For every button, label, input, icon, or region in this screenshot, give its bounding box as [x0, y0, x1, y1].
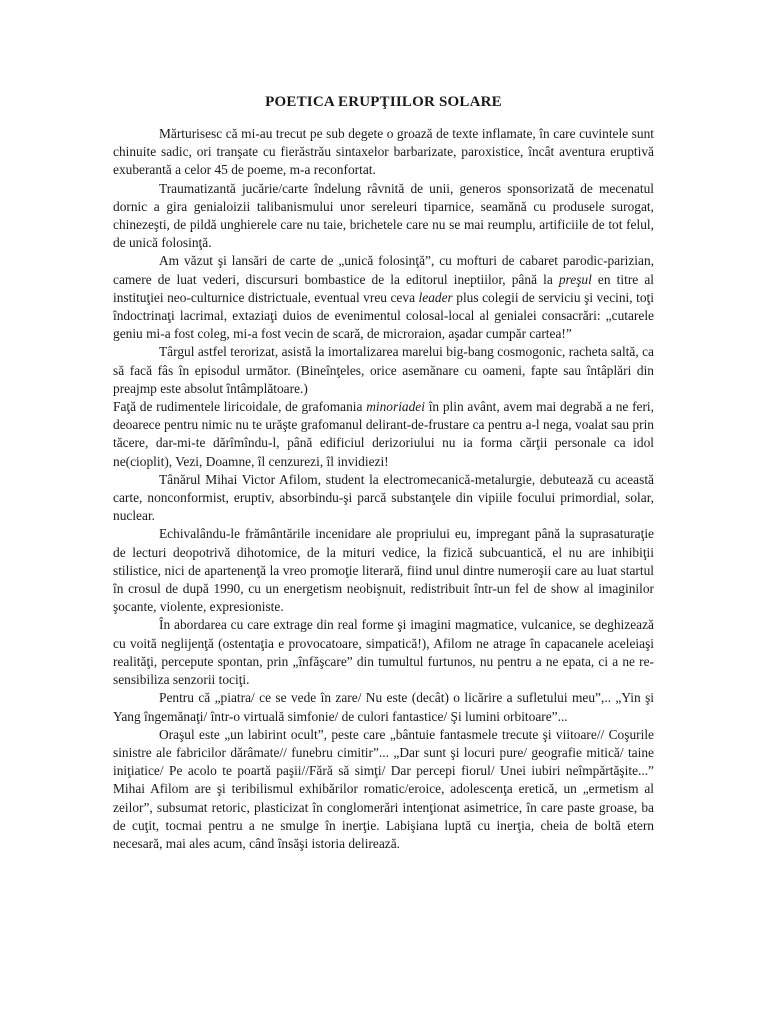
text-run: Am văzut şi lansări de carte de „unică folosinţă”, cu mofturi de cabaret parodic-parizian, camere de luat vederi, discursuri bombastice de la editorul ineptiilor, până la — [113, 253, 654, 287]
text-run: Pentru că „piatra/ ce se vede în zare/ Nu este (decât) o licărire a sufletului meu”,.. „Yin şi Yang îngemănaţi/ într-o virtuală simfonie/ de culori fantastice/ Şi lumini orbitoare”... — [113, 690, 654, 724]
paragraph — [113, 471, 654, 526]
text-run: Traumatizantă jucărie/carte îndelung râvnită de unii, generos sponsorizată de mecenatul dornic a gira genialoizii talibanismului unor sereleuri tiparnice, seamănă cu produsele surogat, chinezeşti, de pildă unghierele care nu taie, brichetele care nu se mai reumplu, artificiile de tot felul, de unică folosinţă. — [113, 180, 654, 251]
text-run: Târgul astfel terorizat, asistă la imortalizarea marelui big-bang cosmogonic, racheta saltă, ca să facă fâs în episodul următor. (Bineînţeles, orice asemănare cu oameni, fapte sau întâplări din preajmp este absolut întâmplătoare.) — [113, 344, 654, 396]
italic-text-run: minoriadei — [366, 399, 425, 415]
italic-text-run: preşul — [558, 271, 592, 287]
text-run: Faţă de rudimentele liricoidale, de grafomania — [113, 399, 367, 415]
text-run: în plin avânt, avem mai degrabă a ne feri, deoarece pentru nimic nu te urăşte grafomanul delirant-de-frustare ca pentru a-l nega, voalat sau prin tăcere, dar-mi-te dărîmîndu-l, până edificiul derizoriului nu ia forma cărţii personale ca idol ne(cioplit), Vezi, Doamne, îl cenzurezi, îl invidiezi! — [113, 399, 654, 469]
text-run: plus colegii de serviciu şi vecini, toţi îndoctrinaţi lacrimal, extaziaţi duios de evenimentul colosal-local al genialei consacrări: „cutarele geniu mi-a fost coleg, mi-a fost vecin de scară, de microraion, aşadar cumpăr cartea!” — [113, 289, 654, 342]
paragraph — [113, 726, 654, 853]
paragraph — [113, 343, 654, 398]
text-run: Mărturisesc că mi-au trecut pe sub degete o groază de texte inflamate, în care cuvintele sunt chinuite sadic, ori tranşate cu fierăstrău sintaxelor barbarizate, paroxistice, încât aventura eruptivă exuberantă a celor 45 de poeme, m-a reconfortat. — [113, 126, 654, 178]
paragraph — [113, 252, 654, 343]
text-run: Oraşul este „un labirint ocult”, peste care „bântuie fantasmele trecute şi viitoare// Coşurile sinistre ale fabricilor dărâmate// funebru cimitir”... „Dar sunt şi locuri pure/ geografie mitică/ taine iniţiatice/ Pe acolo te poartă paşii//Fără să simţi/ Dar percepi fiorul/ Unei iubiri neîmpărtăşite...” Mihai Afilom are şi teribilismul exhibărilor romatic/eroice, adolescenţa eretică, un „ermetism al zeilor”, subsumat retoric, plasticizat în conglomerări intenţionat asimetrice, în care paste groase, ba de cuţit, tocmai pentru a ne smulge în inerţie. Labişiana luptă cu inerţia, cheia de boltă etern necesară, mai ales acum, când însăşi istoria delirează. — [113, 726, 654, 851]
document-body — [113, 125, 654, 853]
page-title: POETICA ERUPŢIILOR SOLARE — [265, 94, 502, 110]
text-run: În abordarea cu care extrage din real forme şi imagini magmatice, vulcanice, se deghizează cu voită neglijenţă (ostentaţia e provocatoare, simpatică!), Afilom ne atrage în capacanele aceleiaşi realităţi, percepute spontan, prin „înfăşcare” din tumultul furtunos, nu pentru a ne epata, ci a ne re-sensibiliza senzorii tociţi. — [113, 617, 654, 688]
paragraph — [113, 398, 654, 471]
paragraph — [113, 525, 654, 616]
document-page — [113, 92, 654, 853]
paragraph — [113, 180, 654, 253]
text-run: Tânărul Mihai Victor Afilom, student la electromecanică-metalurgie, debutează cu această carte, nonconformist, eruptiv, absorbindu-şi parcă substanţele din vipiile focului primordial, solar, nuclear. — [113, 471, 654, 524]
paragraph — [113, 616, 654, 689]
italic-text-run: leader — [418, 289, 453, 305]
text-run: Echivalându-le frământările incenidare ale propriului eu, impregant până la suprasaturaţie de lecturi deopotrivă dihotomice, de la mituri vedice, la fizică subcuantică, el nu are inhibiţii stilistice, nici de apartenenţă la vreo promoţie literară, fiind unul dintre numeroşii care au luat startul în crosul de după 1990, cu un energetism neobişnuit, redistribuit într-un fel de show al imaginilor şocante, violente, expresioniste. — [113, 526, 654, 615]
paragraph — [113, 689, 654, 725]
paragraph — [113, 125, 654, 180]
text-run: en titre al instituţiei neo-culturnice districtuale, eventual vreu ceva — [113, 271, 654, 305]
